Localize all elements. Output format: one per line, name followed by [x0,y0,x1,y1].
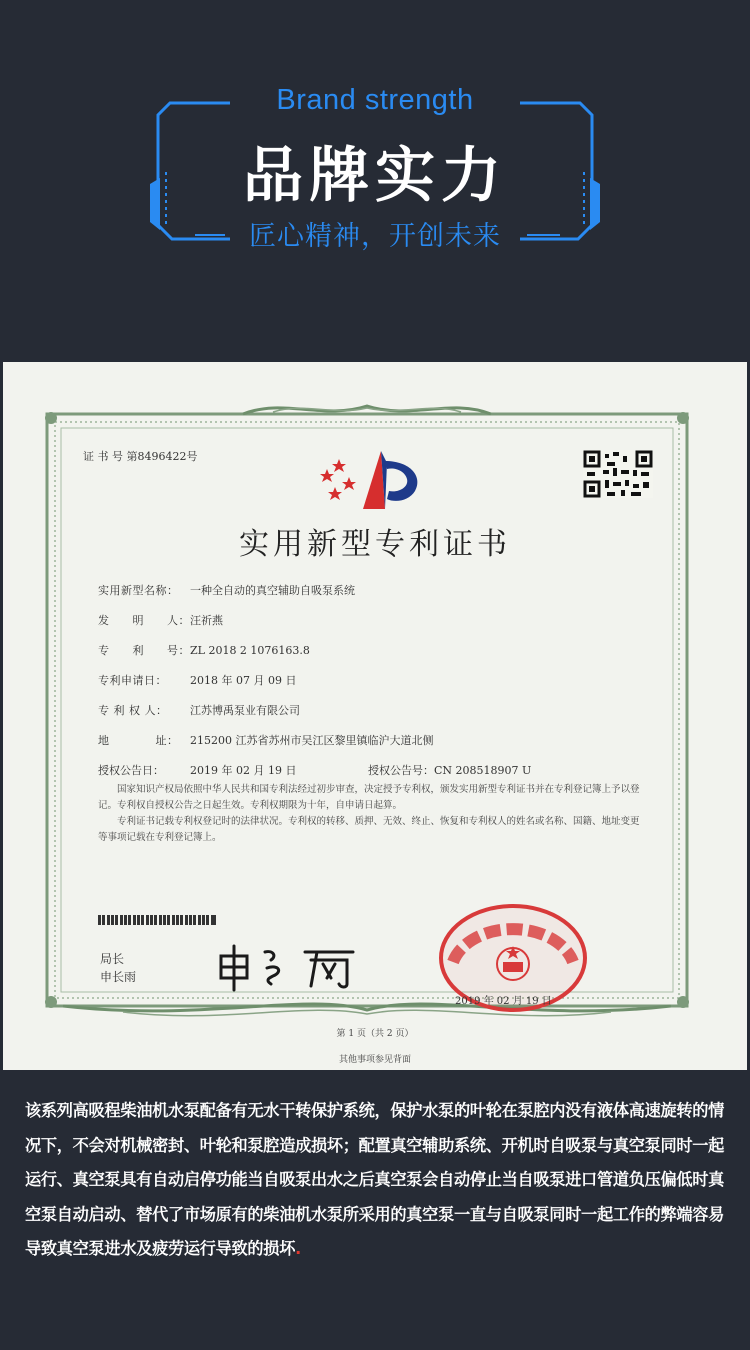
field-value: ZL 2018 2 1076163.8 [190,644,310,657]
grant-date-label: 授权公告日： [98,764,164,777]
barcode-icon [98,915,216,925]
field-address [98,732,434,748]
field-value: 2018 年 07 月 09 日 [190,674,297,687]
product-description [25,1094,730,1267]
field-inventor [98,612,223,628]
field-label: 发 明 人： [98,614,190,627]
field-label: 专 利 号： [98,644,190,657]
field-value: 汪祈燕 [190,614,223,627]
grant-number-label: 授权公告号： [368,764,434,777]
grant-date-value: 2019 年 02 月 19 日 [190,764,297,777]
patent-certificate [3,362,747,1070]
brand-title-cn: 品牌实力 [243,141,507,211]
notice-paragraph: 专利证书记载专利权登记时的法律状况。专利权的转移、质押、无效、终止、恢复和专利权人的姓名或名称、国籍、地址变更等事项记载在专利登记簿上。 [98,816,640,843]
director-title: 局长 [100,952,125,966]
field-patent-number [98,642,310,658]
field-label: 实用新型名称： [98,584,179,597]
certificate-number: 证 书 号 第8496422号 [83,450,198,463]
footer-note: 其他事项参见背面 [338,1055,411,1065]
brand-title-en: Brand strength [276,84,474,116]
patent-office-emblem-icon [315,447,427,517]
description-text: 该系列高吸程柴油机水泵配备有无水干转保护系统，保护水泵的叶轮在泵腔内没有液体高速旋转的情况下，不会对机械密封、叶轮和泵腔造成损坏；配置真空辅助系统、开机时自吸泵与真空泵同时一起运行、真空泵具有自动启停功能当自吸泵出水之后真空泵会自动停止当自吸泵进口管道负压偏低时真空泵自动启动、替代了市场原有的柴油机水泵所采用的真空泵一直与自吸泵同时一起工作的弊端容易导致真空泵进水及疲劳运行导致的损坏 [25,1101,725,1258]
grant-number-value: CN 208518907 U [434,764,532,777]
field-value: 一种全自动的真空辅助自吸泵系统 [190,584,355,597]
field-label: 地 址： [98,734,179,747]
brand-slogan: 匠心精神，开创未来 [249,221,501,252]
field-application-date [98,672,296,688]
certificate-notice [98,782,643,846]
certificate-title: 实用新型专利证书 [239,527,511,562]
qr-code-icon [583,450,653,498]
brand-banner [0,0,750,360]
seal-date: 2019 年 02 月 19 日 [455,996,552,1007]
field-value: 江苏博禹泵业有限公司 [190,704,300,717]
field-value: 215200 江苏省苏州市吴江区黎里镇临沪大道北侧 [190,734,434,747]
field-utility-model-name [98,582,355,598]
description-end-mark: . [295,1239,301,1258]
notice-paragraph: 国家知识产权局依照中华人民共和国专利法经过初步审查，决定授予专利权，颁发实用新型专利证书并在专利登记簿上予以登记。专利权自授权公告之日起生效。专利权期限为十年，自申请日起算。 [98,784,640,811]
director-signature [213,938,373,993]
field-label: 专 利 权 人： [98,704,168,717]
field-label: 专利申请日： [98,674,167,687]
director-block [100,950,136,986]
grant-info-row [98,762,658,778]
field-patentee [98,702,300,718]
page-number: 第 1 页（共 2 页） [336,1029,414,1039]
director-name: 申长雨 [100,970,137,984]
